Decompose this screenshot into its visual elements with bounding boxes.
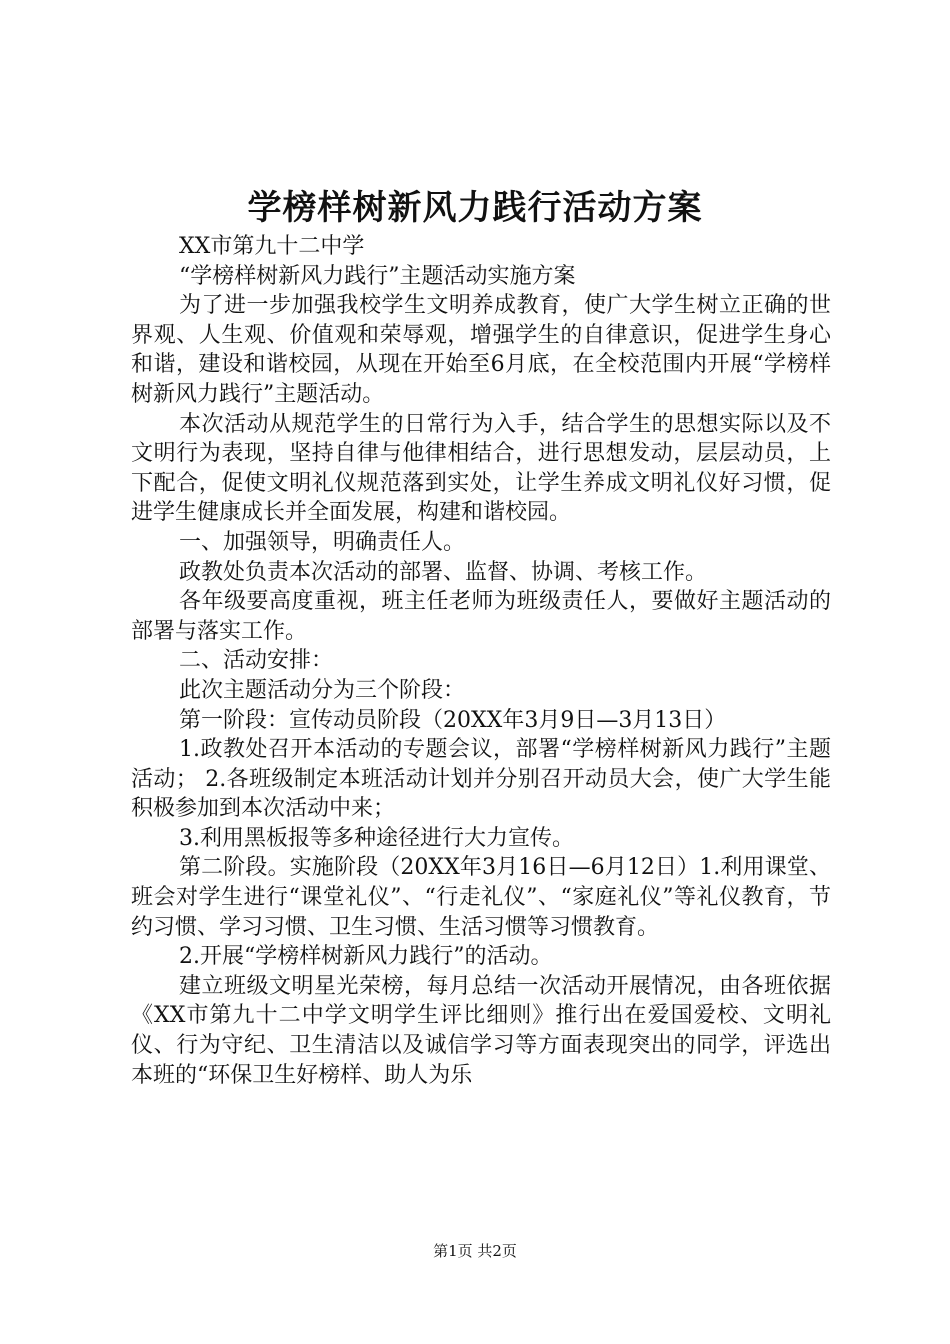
- document-title: 学榜样树新风力践行活动方案: [247, 188, 703, 228]
- stage-one-item-3: 3.利用黑板报等多种途径进行大力宣传。: [179, 825, 574, 851]
- document-body: [131, 232, 831, 1090]
- plan-subtitle: “学榜样树新风力践行”主题活动实施方案: [179, 263, 576, 289]
- page-footer: 第1页 共2页: [433, 1242, 517, 1260]
- stage-two-item-2: 2.开展“学榜样树新风力践行”的活动。: [179, 944, 553, 970]
- stage-one-items: 1.政教处召开本活动的专题会议，部署“学榜样树新风力践行”主题活动； 2.各班级制定本班活动计划并分别召开动员大会，使广大学生能积极参加到本次活动中来；: [131, 737, 831, 822]
- paragraph-responsibility: 政教处负责本次活动的部署、监督、协调、考核工作。: [179, 559, 708, 585]
- school-name: XX市第九十二中学: [179, 234, 365, 259]
- paragraph-approach: 本次活动从规范学生的日常行为入手，结合学生的思想实际以及不文明行为表现，坚持自律与他律相结合，进行思想发动，层层动员，上下配合，促使文明礼仪规范落到实处，让学生养成文明礼仪好习惯，促进学生健康成长并全面发展，构建和谐校园。: [131, 411, 831, 526]
- section-heading-arrangement: 二、活动安排：: [179, 648, 334, 674]
- stage-two-heading: 第二阶段。实施阶段（20XX年3月16日—6月12日）1.利用课堂、班会对学生进行“课堂礼仪”、“行走礼仪”、“家庭礼仪”等礼仪教育，节约习惯、学习习惯、卫生习惯、生活习惯等习惯教育。: [131, 855, 831, 940]
- paragraph-intro: 为了进一步加强我校学生文明养成教育，使广大学生树立正确的世界观、人生观、价值观和荣辱观，增强学生的自律意识，促进学生身心和谐，建设和谐校园，从现在开始至6月底，在全校范围内开展“学榜样树新风力践行”主题活动。: [131, 293, 831, 407]
- paragraph-honor-roll: 建立班级文明星光荣榜，每月总结一次活动开展情况，由各班依据《XX市第九十二中学文明学生评比细则》推行出在爱国爱校、文明礼仪、行为守纪、卫生清洁以及诚信学习等方面表现突出的同学，评选出本班的“环保卫生好榜样、助人为乐: [131, 973, 831, 1088]
- section-heading-leadership: 一、加强领导，明确责任人。: [179, 529, 466, 555]
- paragraph-grades: 各年级要高度重视，班主任老师为班级责任人，要做好主题活动的部署与落实工作。: [131, 589, 831, 644]
- stage-one-heading: 第一阶段：宣传动员阶段（20XX年3月9日—3月13日）: [179, 707, 727, 733]
- paragraph-stages: 此次主题活动分为三个阶段：: [179, 677, 466, 703]
